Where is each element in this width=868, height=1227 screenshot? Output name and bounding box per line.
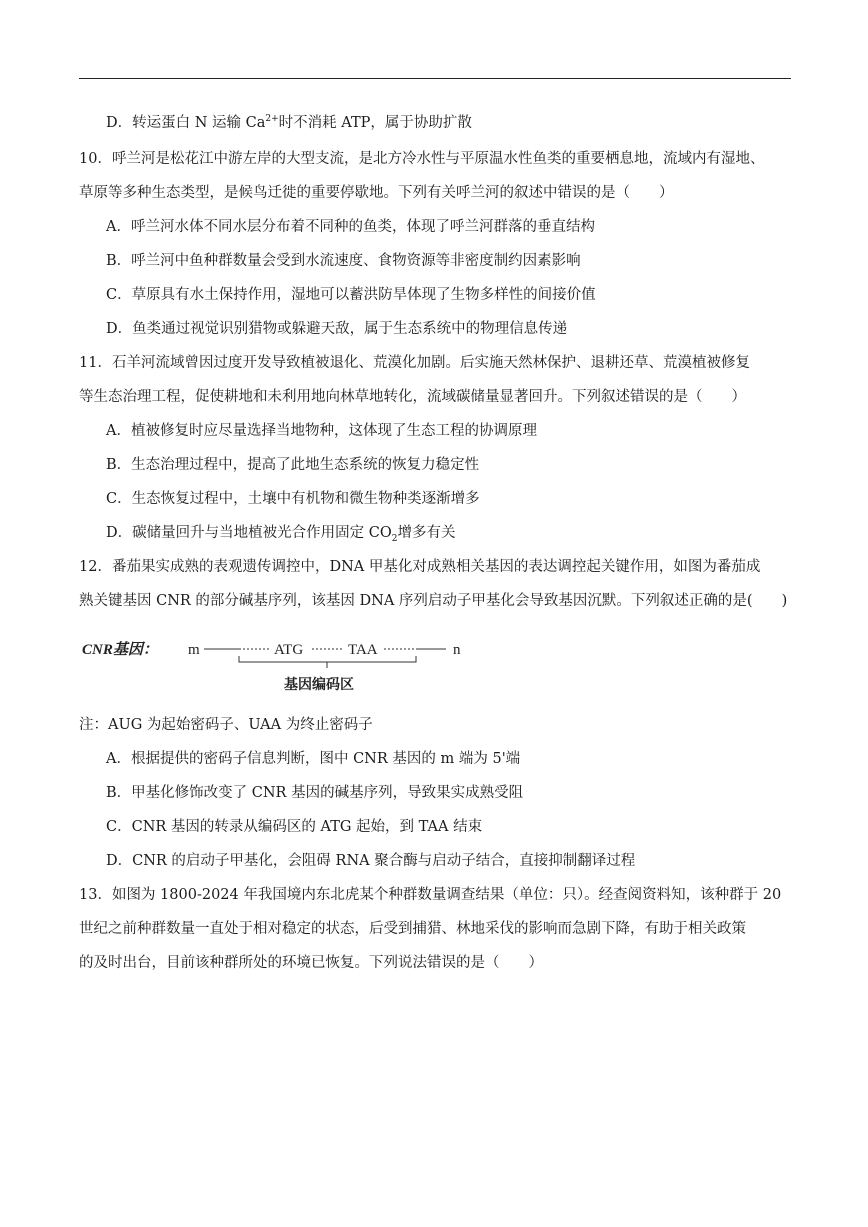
q12-option-c: C．CNR 基因的转录从编码区的 ATG 起始，到 TAA 结束 (106, 819, 483, 835)
q9-option-d: D．转运蛋白 N 运输 $Ca^{2+}$时不消耗 ATP，属于协助扩散 (106, 114, 472, 131)
q12-option-b: B．甲基化修饰改变了 CNR 基因的碱基序列，导致果实成熟受阻 (106, 785, 524, 801)
q12-option-a: A．根据提供的密码子信息判断，图中 CNR 基因的 m 端为 5'端 (106, 751, 521, 767)
q12-stem-line2: 熟关键基因 CNR 的部分碱基序列，该基因 DNA 序列启动子甲基化会导致基因沉默。下列叙述正确的是( ) (79, 593, 788, 609)
q10-option-a: A．呼兰河水体不同水层分布着不同种的鱼类，体现了呼兰河群落的垂直结构 (106, 219, 595, 235)
q11-option-c: C．生态恢复过程中，土壤中有机物和微生物种类逐渐增多 (106, 491, 480, 507)
q11-option-b: B．生态治理过程中，提高了此地生态系统的恢复力稳定性 (106, 457, 480, 473)
q13-stem-line2: 世纪之前种群数量一直处于相对稳定的状态，后受到捕猎、林地采伐的影响而急剧下降，有助于相关政策 (79, 921, 746, 937)
q10-stem-line1: 10．呼兰河是松花江中游左岸的大型支流，是北方冷水性与平原温水性鱼类的重要栖息地，流域内有湿地、 (79, 151, 765, 167)
coding-region-label: 基因编码区 (284, 677, 354, 693)
q13-stem-line3: 的及时出台，目前该种群所处的环境已恢复。下列说法错误的是（ ） (79, 955, 543, 971)
q11-option-d: D．碳储量回升与当地植被光合作用固定 $CO_2$增多有关 (106, 525, 456, 544)
q12-note: 注：AUG 为起始密码子、UAA 为终止密码子 (79, 717, 373, 733)
q10-option-d: D．鱼类通过视觉识别猎物或躲避天敌，属于生态系统中的物理信息传递 (106, 321, 568, 337)
q11-stem-line1: 11．石羊河流域曾因过度开发导致植被退化、荒漠化加剧。后实施天然林保护、退耕还草、荒漠植被修复 (79, 355, 750, 371)
q12-option-d: D．CNR 的启动子甲基化，会阻碍 RNA 聚合酶与启动子结合，直接抑制翻译过程 (106, 853, 636, 869)
q10-option-c: C．草原具有水土保持作用，湿地可以蓄洪防旱体现了生物多样性的间接价值 (106, 287, 596, 303)
cnr-gene-label: CNR基因： (82, 642, 158, 658)
q11-option-a: A．植被修复时应尽量选择当地物种，这体现了生态工程的协调原理 (106, 423, 537, 439)
cnr-gene-diagram (82, 632, 502, 702)
q12-stem-line1: 12．番茄果实成熟的表观遗传调控中，DNA 甲基化对成熟相关基因的表达调控起关键作用，如图为番茄成 (79, 559, 761, 575)
q10-option-b: B．呼兰河中鱼种群数量会受到水流速度、食物资源等非密度制约因素影响 (106, 253, 581, 269)
start-codon-atg: ATG (274, 642, 304, 658)
gene-end-n: n (453, 642, 461, 658)
header-rule (79, 78, 791, 79)
q10-stem-line2: 草原等多种生态类型，是候鸟迁徙的重要停歇地。下列有关呼兰河的叙述中错误的是（ ） (79, 185, 674, 201)
coding-region-bracket (239, 656, 416, 668)
gene-end-m: m (188, 642, 200, 658)
stop-codon-taa: TAA (348, 642, 378, 658)
q11-stem-line2: 等生态治理工程，促使耕地和未利用地向林草地转化，流域碳储量显著回升。下列叙述错误的是（ ） (79, 389, 746, 405)
q13-stem-line1: 13．如图为 1800-2024 年我国境内东北虎某个种群数量调查结果（单位：只）。经查阅资料知，该种群于 20 (79, 887, 782, 903)
